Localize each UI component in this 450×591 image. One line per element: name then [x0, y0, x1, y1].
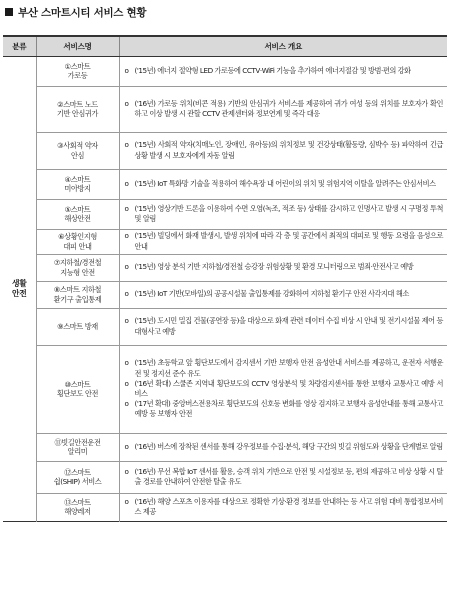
- circle-bullet-icon: o: [124, 203, 129, 213]
- table-header-row: [3, 36, 447, 56]
- overview-item: [125, 204, 444, 224]
- service-name-cell: ⑬스마트 해양레저: [36, 493, 119, 521]
- service-name-cell: ④스마트 미아방지: [36, 169, 119, 199]
- overview-item: [125, 289, 444, 299]
- table-row: [3, 132, 447, 169]
- service-overview-cell: [119, 281, 447, 308]
- service-name-cell: ⑫스마트 쉽(SHIP) 서비스: [36, 461, 119, 493]
- overview-item-text: ('15년) 도시민 밀집 건물(공연장 등)을 대상으로 화재 관련 데이터 수집 비상 시 안내 및 전기시설물 제어 등 대형사고 예방: [134, 316, 443, 336]
- service-name-cell: ②스마트 노드 기반 안심귀가: [36, 86, 119, 132]
- overview-item: [125, 231, 444, 251]
- table-row: [3, 169, 447, 199]
- overview-item: [125, 262, 444, 272]
- table-row: [3, 345, 447, 433]
- page-title-text: 부산 스마트시티 서비스 현황: [18, 6, 147, 19]
- service-name-cell: ⑥상황인지형 대피 안내: [36, 229, 119, 254]
- overview-item-text: ('15년) IoT 기반(모바일)의 공공시설물 출입통제를 강화하여 지하철 환기구 안전 사각지대 해소: [134, 289, 409, 299]
- overview-item-text: ('16년) 해양 스포츠 이용자를 대상으로 정확한 기상·환경 정보를 안내하는 등 사고 위험 대비 통합정보서비스 제공: [134, 496, 443, 516]
- service-overview-cell: [119, 493, 447, 521]
- category-cell: 생활 안전: [3, 56, 36, 521]
- overview-item-text: ('15년) 초등학교 앞 횡단보도에서 감지센서 기반 보행자 안전 음성안내 서비스를 제공하고, 운전자 서행운전 및 정지선 준수 유도: [134, 358, 443, 378]
- table-row: [3, 281, 447, 308]
- overview-item: [125, 379, 444, 399]
- table-row: [3, 56, 447, 86]
- overview-item-text: ('15년) 사회적 약자(치매노인, 장애인, 유아등)의 위치정보 및 건강상태(활동량, 심박수 등) 파악하여 긴급상황 발생 시 보호자에게 자동 알림: [134, 140, 443, 160]
- overview-item: [125, 316, 444, 336]
- service-name-cell: ①스마트 가로등: [36, 56, 119, 86]
- service-overview-cell: [119, 433, 447, 461]
- service-name-cell: ⑤스마트 해상안전: [36, 199, 119, 229]
- circle-bullet-icon: o: [124, 231, 129, 241]
- overview-item: [125, 442, 444, 452]
- service-name-cell: ③사회적 약자 안심: [36, 132, 119, 169]
- circle-bullet-icon: o: [124, 178, 129, 188]
- circle-bullet-icon: o: [124, 98, 129, 108]
- circle-bullet-icon: o: [124, 496, 129, 506]
- overview-item-text: ('15년) 에너지 절약형 LED 가로등에 CCTV·WiFi 기능을 추가하여 에너지절감 및 방범·편의 강화: [134, 65, 411, 75]
- overview-item-text: ('15년) IoT 특화망 기술을 적용하여 해수욕장 내 어린이의 위치 및 위험지역 이탈을 알려주는 안심서비스: [134, 178, 436, 188]
- service-overview-cell: [119, 199, 447, 229]
- overview-item: [125, 66, 444, 76]
- service-name-cell: ⑨스마트 방재: [36, 308, 119, 345]
- table-row: [3, 433, 447, 461]
- square-bullet-icon: [5, 8, 13, 16]
- overview-item-text: ('16년 확대) 스쿨존 지역내 횡단보도의 CCTV 영상분석 및 차량검지센서를 통한 보행자 교통사고 예방 서비스: [134, 378, 443, 398]
- service-name-cell: ⑪빗길안전운전 알리미: [36, 433, 119, 461]
- circle-bullet-icon: o: [124, 140, 129, 150]
- service-overview-cell: [119, 345, 447, 433]
- table-row: [3, 254, 447, 281]
- service-name-cell: ⑩스마트 횡단보도 안전: [36, 345, 119, 433]
- circle-bullet-icon: o: [124, 65, 129, 75]
- service-overview-cell: [119, 86, 447, 132]
- service-overview-cell: [119, 132, 447, 169]
- circle-bullet-icon: o: [124, 262, 129, 272]
- overview-item-text: ('15년) 영상기반 드론을 이용하여 수면 오염(녹조, 적조 등) 상태를 감시하고 인명사고 발생 시 구명정 투척 및 알림: [134, 203, 443, 223]
- overview-item-text: ('16년) 가로등 위치(비콘 적용) 기반의 안심귀가 서비스를 제공하여 귀가 여성 등의 위치를 보호자가 확인하고 이상 발생 시 관할 CCTV 관제센터와 정보연계 및 즉각 대응: [134, 98, 443, 118]
- table-row: [3, 461, 447, 493]
- overview-item-text: ('15년) 빌딩에서 화재 발생시, 발생 위치에 따라 각 층 및 공간에서 최적의 대피로 및 행동 요령을 음성으로 안내: [134, 231, 443, 251]
- overview-item-text: ('16년) 버스에 장착된 센서를 통해 강우정보를 수집·분석, 해당 구간의 빗길 위험도와 상황을 단계별로 알림: [134, 441, 443, 451]
- table-row: [3, 493, 447, 521]
- circle-bullet-icon: o: [124, 289, 129, 299]
- circle-bullet-icon: o: [124, 441, 129, 451]
- circle-bullet-icon: o: [124, 316, 129, 326]
- table-row: [3, 86, 447, 132]
- service-overview-cell: [119, 254, 447, 281]
- table-body: [3, 56, 447, 521]
- circle-bullet-icon: o: [124, 399, 129, 409]
- overview-item: [125, 99, 444, 119]
- service-overview-cell: [119, 308, 447, 345]
- header-service: 서비스명: [36, 36, 119, 56]
- overview-item: [125, 179, 444, 189]
- overview-item-text: ('16년) 무선 복합 IoT 센서를 활용, 승객 위치 기반으로 안전 및 시설정보 등, 편의 제공하고 비상 상황 시 탈출 경로를 안내하여 안전한 탈출 유도: [134, 466, 443, 486]
- overview-item: [125, 467, 444, 487]
- smart-city-service-table: [3, 35, 447, 522]
- table-row: [3, 229, 447, 254]
- service-overview-cell: [119, 229, 447, 254]
- overview-item-text: ('17년 확대) 중앙버스전용차로 횡단보도의 신호등 변화를 영상 검지하고 보행자 음성안내를 통해 교통사고 예방 등 보행자 안전: [134, 399, 443, 419]
- service-name-cell: ⑦지하철/경전철 지능형 안전: [36, 254, 119, 281]
- service-name-cell: ⑧스마트 지하철 환기구 출입통제: [36, 281, 119, 308]
- service-overview-cell: [119, 461, 447, 493]
- table-row: [3, 199, 447, 229]
- circle-bullet-icon: o: [124, 466, 129, 476]
- overview-item: [125, 140, 444, 160]
- circle-bullet-icon: o: [124, 358, 129, 368]
- header-category: 분류: [3, 36, 36, 56]
- circle-bullet-icon: o: [124, 378, 129, 388]
- overview-item-text: ('15년) 영상 분석 기반 지하철/경전철 승강장 위험상황 및 환경 모니터링으로 범죄·안전사고 예방: [134, 262, 414, 272]
- overview-item: [125, 358, 444, 378]
- service-overview-cell: [119, 169, 447, 199]
- service-overview-cell: [119, 56, 447, 86]
- page-title: [5, 4, 146, 20]
- table-row: [3, 308, 447, 345]
- header-overview: 서비스 개요: [119, 36, 447, 56]
- overview-item: [125, 497, 444, 517]
- overview-item: [125, 399, 444, 419]
